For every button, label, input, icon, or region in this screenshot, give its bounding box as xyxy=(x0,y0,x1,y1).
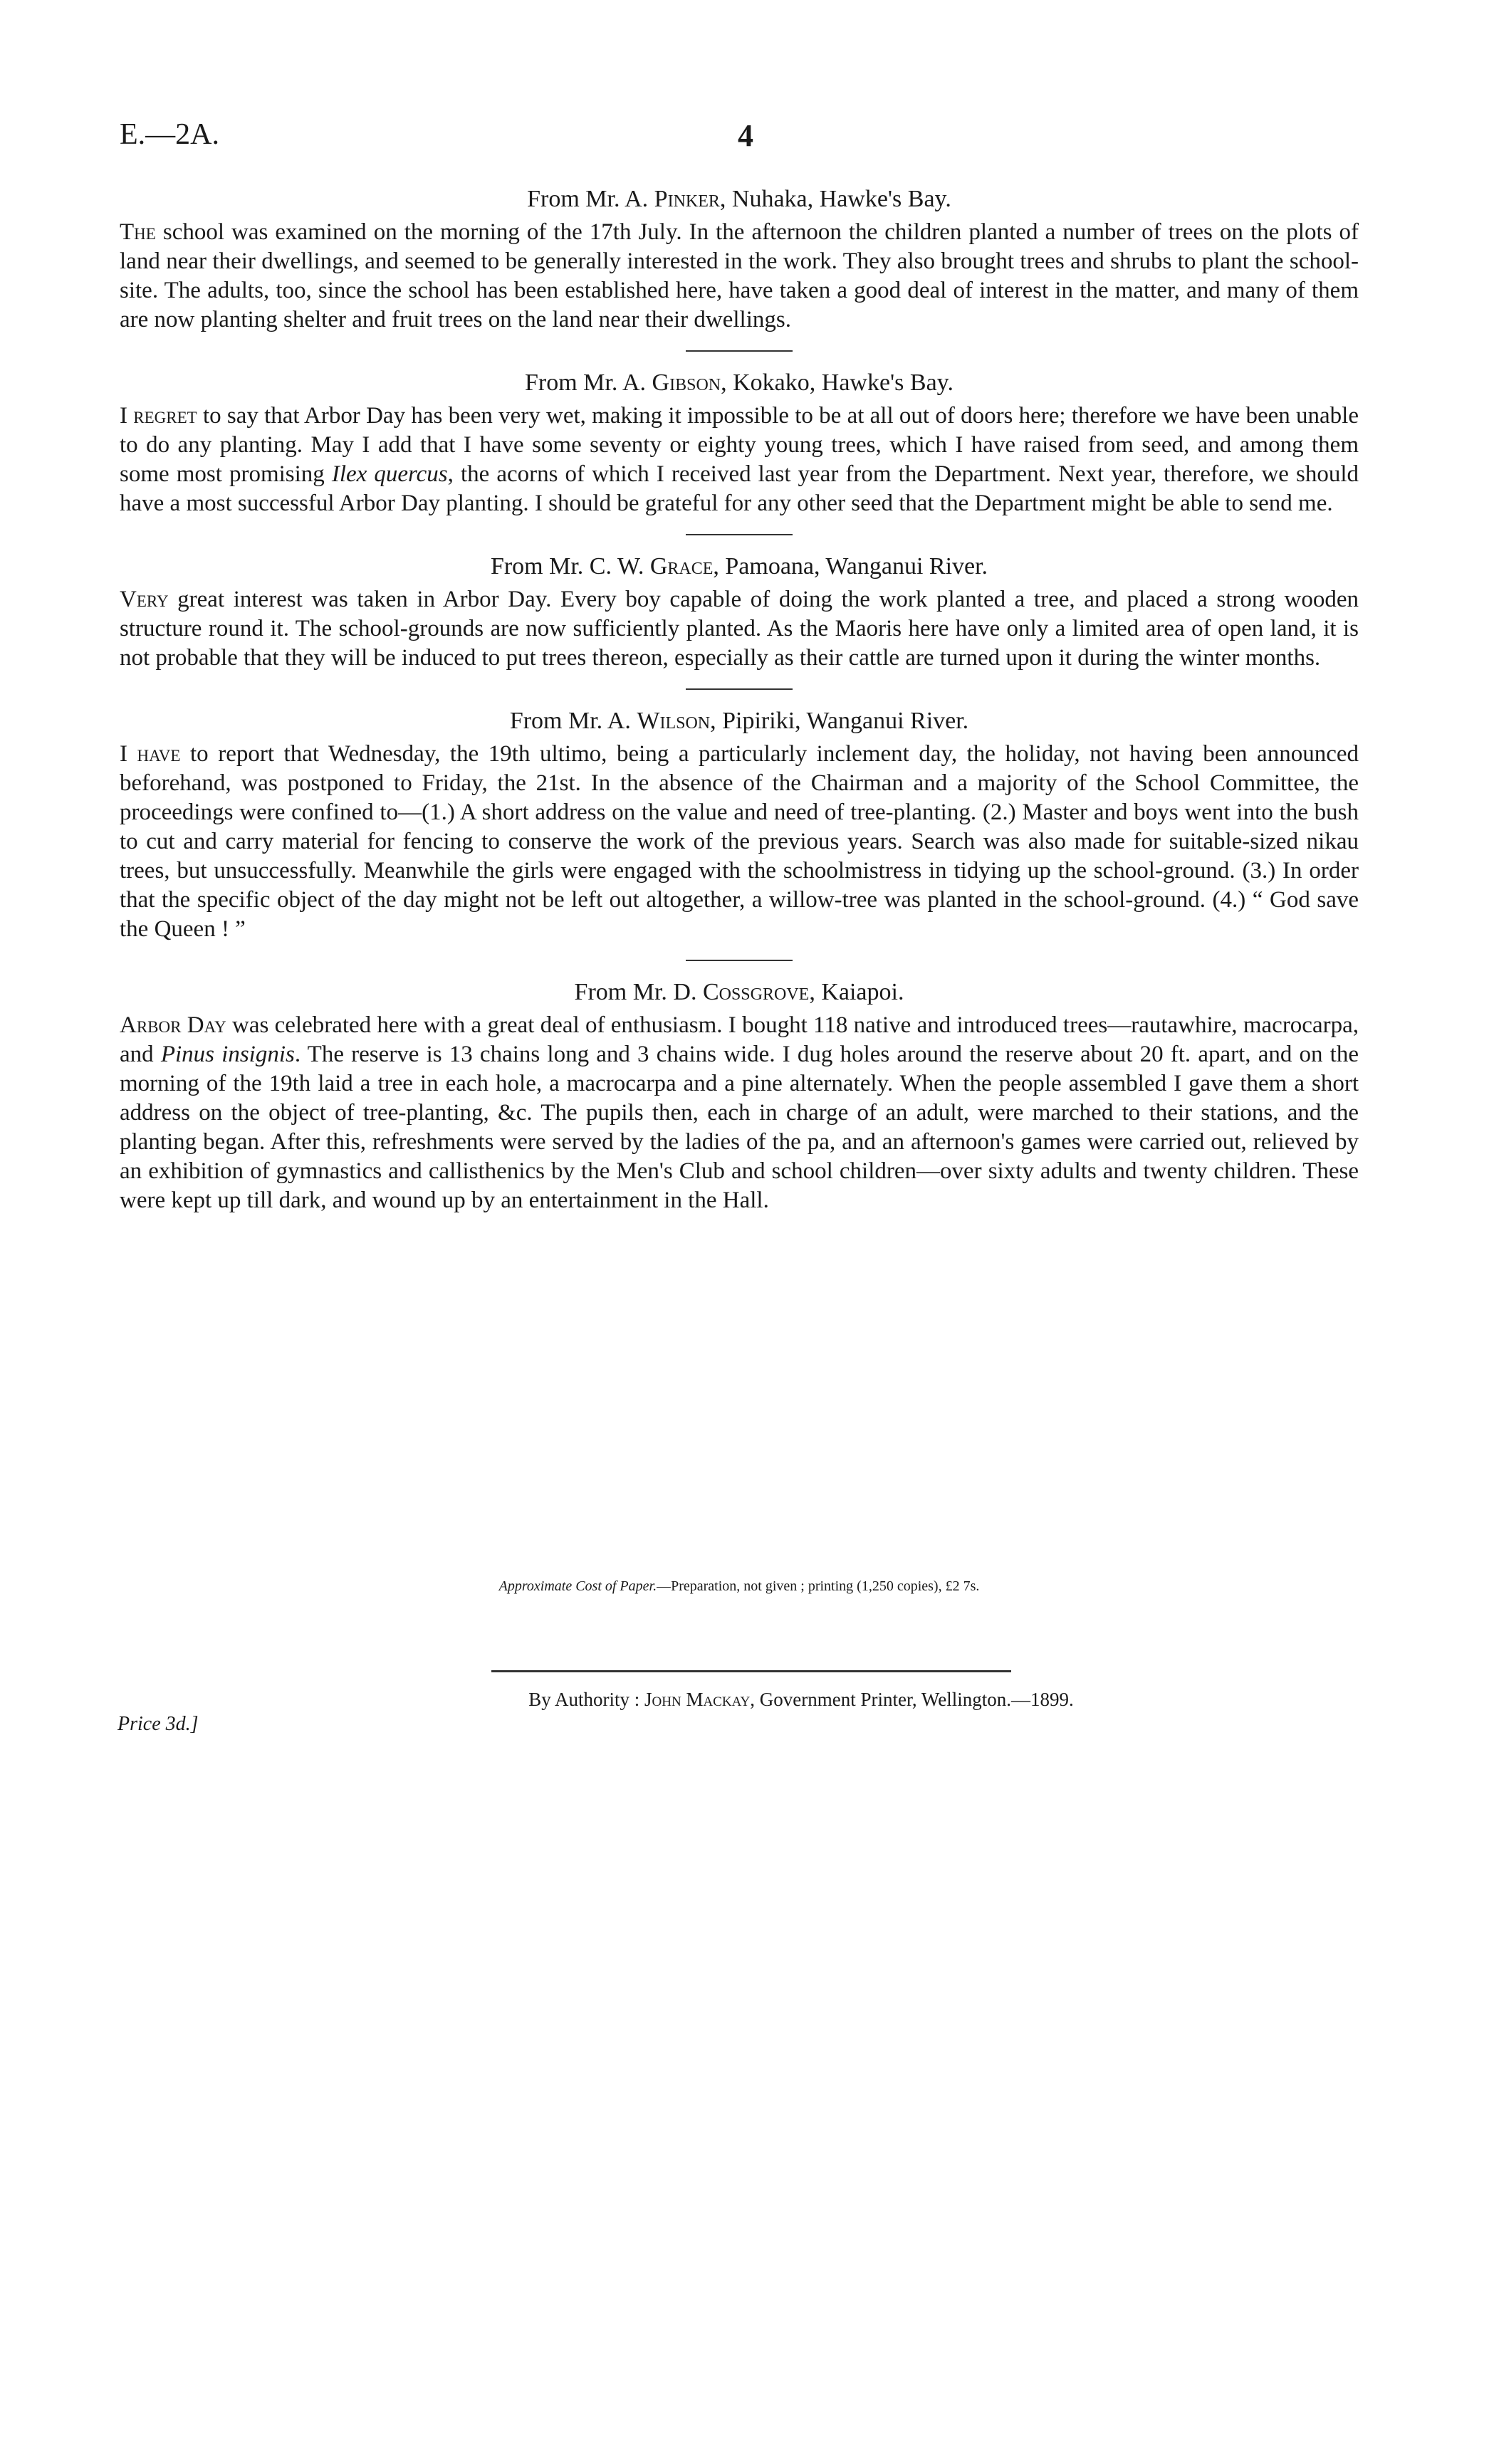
letter-body xyxy=(120,402,1359,518)
lead-word: I regret xyxy=(120,403,197,429)
letter-body xyxy=(120,740,1359,944)
heading-prefix: From Mr. C. W. xyxy=(490,553,644,580)
lead-word: The xyxy=(120,219,156,245)
printer-imprint xyxy=(356,1689,1246,1711)
body-text: school was examined on the morning of the 17th July. In the afternoon the children planted a number of trees on the plots of land near their dwellings, and seemed to be generally interested in the work. They also brought trees and shrubs to plant the school-site. The adults, too, since the school has been established here, have taken a good deal of interest in the matter, and many of them are now planting shelter and fruit trees on the land near their dwellings. xyxy=(120,219,1359,332)
page-number: 4 xyxy=(738,118,753,153)
body-text: great interest was taken in Arbor Day. Every boy capable of doing the work planted a tree, and placed a strong wooden structure round it. The school-grounds are now sufficiently planted. As the Maoris here have only a limited area of open land, it is not probable that they will be induced to put trees thereon, especially as their cattle are turned upon it during the winter months. xyxy=(120,587,1359,671)
cost-of-paper xyxy=(120,1578,1359,1595)
section-divider xyxy=(686,688,793,690)
letter-heading xyxy=(120,367,1359,399)
species-name: Pinus insignis xyxy=(160,1042,295,1067)
cost-text: —Preparation, not given ; printing (1,250 copies), £2 7s. xyxy=(657,1578,980,1594)
body-text: to say that Arbor Day has been very wet, making it impossible to be at all out of doors here; therefore we have been unable to do any planting. May I add that I have some seventy or eighty young trees, which I have raised from seed, and among them some most promising xyxy=(120,403,1359,487)
section-divider xyxy=(686,960,793,961)
printer-name: John Mackay xyxy=(644,1689,751,1710)
section-divider xyxy=(686,534,793,535)
letter-pinker xyxy=(120,184,1359,335)
author-place: , Nuhaka, Hawke's Bay. xyxy=(719,186,951,212)
author-place: , Kokako, Hawke's Bay. xyxy=(721,369,954,396)
letter-body xyxy=(120,218,1359,335)
letter-wilson xyxy=(120,706,1359,944)
heading-prefix: From Mr. A. xyxy=(509,708,631,734)
heading-prefix: From Mr. A. xyxy=(527,186,649,212)
cost-label: Approximate Cost of Paper. xyxy=(498,1578,657,1594)
page-content xyxy=(120,184,1359,1215)
letter-heading xyxy=(120,184,1359,215)
author-place: , Pipiriki, Wanganui River. xyxy=(710,708,969,734)
author-place: , Kaiapoi. xyxy=(809,979,904,1005)
imprint-prefix: By Authority : xyxy=(528,1689,640,1710)
page-header xyxy=(120,117,1359,160)
letter-heading xyxy=(120,551,1359,582)
author-place: , Pamoana, Wanganui River. xyxy=(713,553,988,580)
heading-prefix: From Mr. D. xyxy=(574,979,697,1005)
body-text: to report that Wednesday, the 19th ultimo, being a particularly inclement day, the holiday, not having been announced beforehand, was postponed to Friday, the 21st. In the absence of the Chairman and a majority of the School Committee, the proceedings were confined to—(1.) A short address on the value and need of tree-planting. (2.) Master and boys went into the bush to cut and carry material for fencing to conserve the work of the previous years. Search was also made for suitable-sized nikau trees, but unsuccessfully. Meanwhile the girls were engaged with the schoolmistress in tidying up the school-ground. (3.) In order that the specific object of the day might not be left out altogether, a willow-tree was planted in the school-ground. (4.) “ God save the Queen ! ” xyxy=(120,741,1359,942)
body-text: was celebrated here with a great deal of enthusiasm. I bought 118 native and introduced trees—rautawhire, macrocarpa, and xyxy=(120,1012,1359,1067)
letter-body xyxy=(120,585,1359,673)
document-reference: E.—2A. xyxy=(120,118,219,151)
body-text: . The reserve is 13 chains long and 3 chains wide. I dug holes around the reserve about 20 ft. apart, and on the morning of the 19th laid a tree in each hole, a macrocarpa and a pine alternately. When the people assembled I gave them a short address on the object of tree-planting, &c. The pupils then, each in charge of an adult, were marched to their stations, and the planting began. After this, refreshments were served by the ladies of the pa, and an afternoon's games were carried out, relieved by an exhibition of gymnastics and callisthenics by the Men's Club and school children—over sixty adults and twenty children. These were kept up till dark, and wound up by an entertainment in the Hall. xyxy=(120,1042,1359,1213)
lead-word: Very xyxy=(120,587,169,612)
section-divider xyxy=(686,350,793,352)
lead-word: Arbor Day xyxy=(120,1012,226,1038)
letter-gibson xyxy=(120,367,1359,518)
price-note: Price 3d.] xyxy=(117,1713,199,1735)
author-name: Cossgrove xyxy=(702,979,810,1005)
letter-cossgrove xyxy=(120,977,1359,1215)
author-name: Wilson xyxy=(637,708,711,734)
lead-word: I have xyxy=(120,741,181,767)
body-text: , the acorns of which I received last year from the Department. Next year, therefore, we should have a most successful Arbor Day planting. I should be grateful for any other seed that the Department might be able to send me. xyxy=(120,461,1359,516)
letter-grace xyxy=(120,551,1359,673)
letter-body xyxy=(120,1011,1359,1215)
imprint-suffix: , Government Printer, Wellington.—1899. xyxy=(750,1689,1074,1710)
letter-heading xyxy=(120,977,1359,1008)
author-name: Gibson xyxy=(652,369,721,396)
author-name: Pinker xyxy=(654,186,720,212)
heading-prefix: From Mr. A. xyxy=(525,369,647,396)
species-name: Ilex quercus xyxy=(331,461,448,487)
letter-heading xyxy=(120,706,1359,737)
imprint-divider xyxy=(491,1670,1011,1672)
author-name: Grace xyxy=(649,553,714,580)
